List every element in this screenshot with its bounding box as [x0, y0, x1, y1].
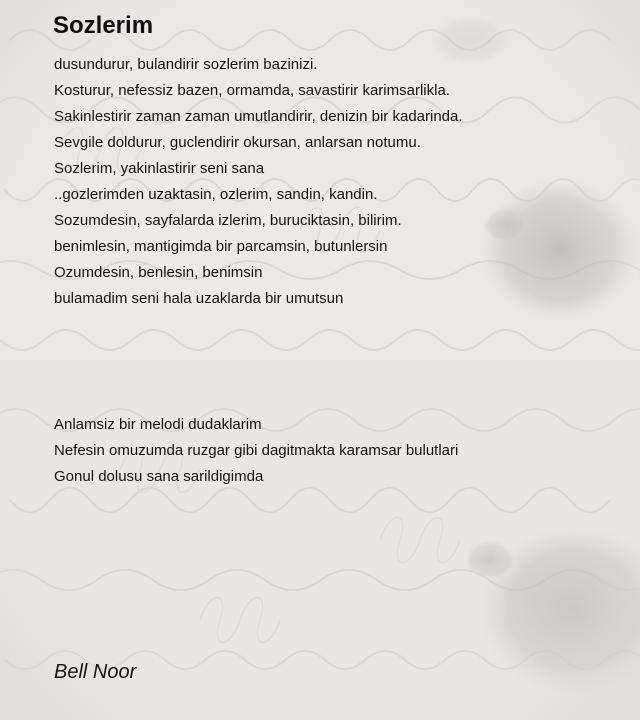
poem-line: Sevgile doldurur, guclendirir okursan, anlarsan notumu.	[54, 134, 421, 151]
poem-line: Sozumdesin, sayfalarda izlerim, buruciktasin, bilirim.	[54, 212, 402, 229]
poem-line: Sozlerim, yakinlastirir seni sana	[54, 160, 265, 177]
poem-title: Sozlerim	[53, 12, 154, 39]
poem-line: bulamadim seni hala uzaklarda bir umutsun	[54, 290, 344, 307]
poem-line: Gonul dolusu sana sarildigimda	[54, 468, 264, 485]
poem-stanza	[54, 412, 458, 490]
poem-line: dusundurur, bulandirir sozlerim bazinizi.	[54, 56, 318, 73]
poem-line: Sakinlestirir zaman zaman umutlandirir, denizin bir kadarinda.	[54, 108, 463, 125]
poem-line: ..gozlerimden uzaktasin, ozlerim, sandin, kandin.	[54, 186, 378, 203]
poem-line: Kosturur, nefessiz bazen, ormamda, savastirir karimsarlikla.	[54, 82, 450, 99]
poem-stanza	[54, 52, 463, 312]
poem-author: Bell Noor	[54, 661, 137, 683]
poem-line: Ozumdesin, benlesin, benimsin	[54, 264, 263, 281]
poem-line: benimlesin, mantigimda bir parcamsin, butunlersin	[54, 238, 388, 255]
poem-line: Nefesin omuzumda ruzgar gibi dagitmakta karamsar bulutlari	[54, 442, 459, 459]
poem-line: Anlamsiz bir melodi dudaklarim	[54, 416, 262, 433]
